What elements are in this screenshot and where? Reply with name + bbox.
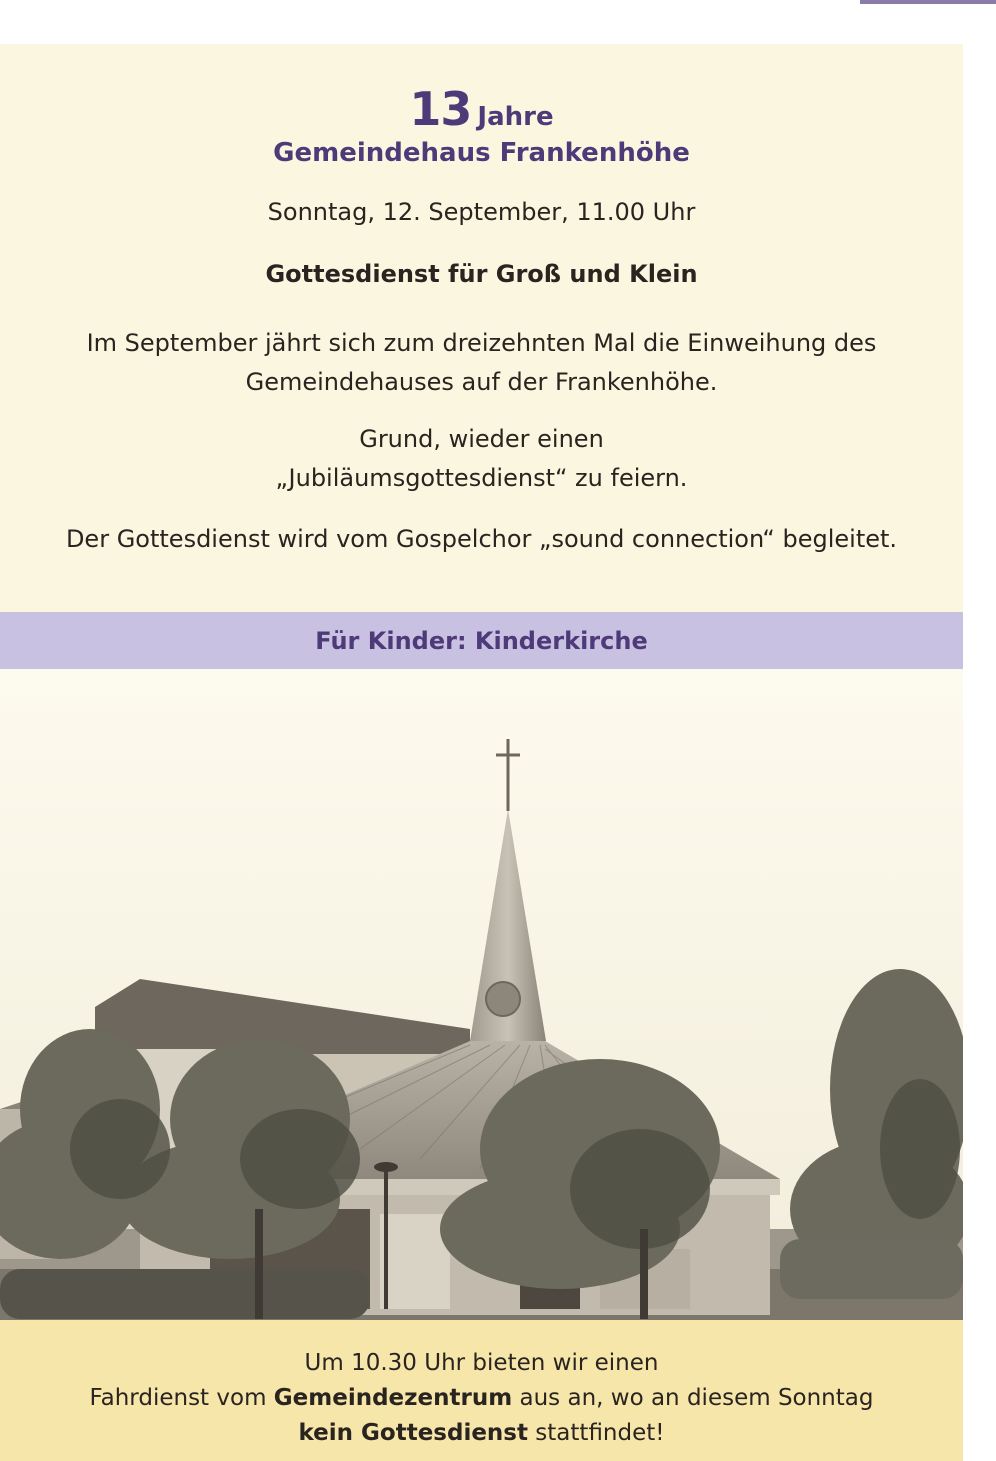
footer-text-segment: aus an, wo an diesem Sonntag — [512, 1385, 874, 1411]
paragraph-reason — [20, 420, 943, 498]
place-title: Gemeindehaus Frankenhöhe — [273, 138, 690, 168]
paragraph-line: Grund, wieder einen — [359, 425, 604, 453]
anniversary-number: 13 — [409, 82, 472, 136]
anniversary-word: Jahre — [477, 102, 554, 132]
paragraph-line: Der Gottesdienst wird vom Gospelchor „sound connection“ begleitet. — [65, 525, 898, 553]
paragraph-line: Gemeindehauses auf der Frankenhöhe. — [245, 368, 718, 396]
footer-bold-segment: Gemeindezentrum — [273, 1385, 513, 1411]
footer-line-3 — [0, 1416, 963, 1451]
footer-text-segment: Fahrdienst vom — [89, 1385, 274, 1411]
footer-text-segment: stattfindet! — [528, 1420, 665, 1446]
paragraph-line: „Jubiläumsgottesdienst“ zu feiern. — [275, 464, 688, 492]
paragraph-choir — [0, 520, 963, 559]
heading-block — [0, 82, 963, 288]
page-margin — [963, 44, 996, 1461]
anniversary-title — [0, 82, 963, 136]
flyer-card — [0, 44, 963, 1461]
church-photo — [0, 669, 963, 1364]
service-title: Gottesdienst für Groß und Klein — [265, 260, 698, 288]
footer-line-1: Um 10.30 Uhr bieten wir einen — [304, 1350, 659, 1376]
paragraph-inauguration — [20, 324, 943, 402]
paragraph-line: Im September jährt sich zum dreizehnten Mal die Einweihung des — [86, 329, 877, 357]
shuttle-notice — [0, 1346, 963, 1451]
footer-band — [0, 1320, 963, 1461]
footer-bold-segment: kein Gottesdienst — [298, 1420, 528, 1446]
footer-line-2 — [0, 1381, 963, 1416]
page-edge-decoration — [860, 0, 996, 4]
event-date: Sonntag, 12. September, 11.00 Uhr — [267, 198, 696, 226]
kids-church-label: Für Kinder: Kinderkirche — [315, 626, 648, 655]
kids-church-band — [0, 612, 963, 669]
